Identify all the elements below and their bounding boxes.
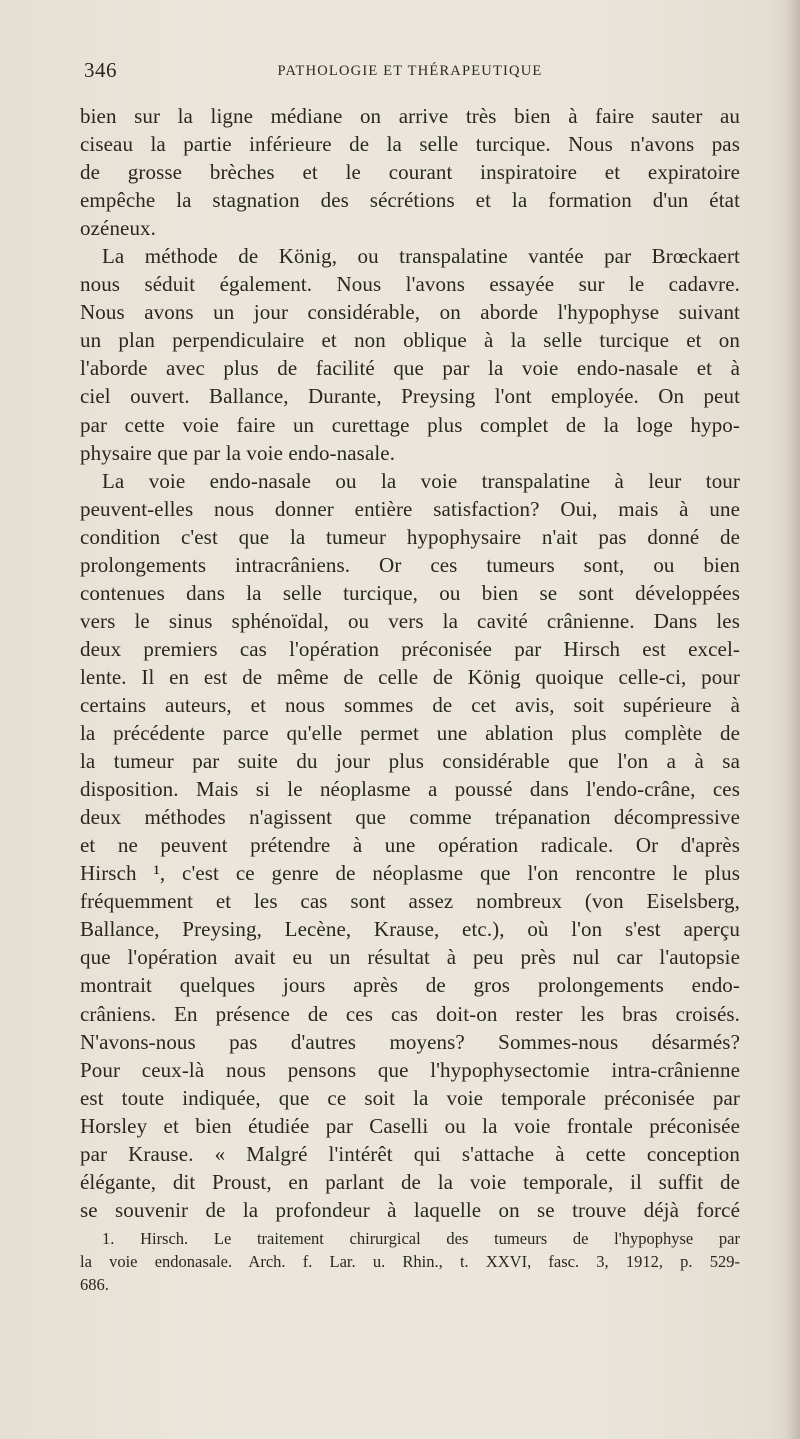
text-line: bien sur la ligne médiane on arrive très bien à faire sauter au bbox=[80, 104, 740, 128]
text-line: contenues dans la selle turcique, ou bien se sont développées bbox=[80, 580, 740, 605]
text-line: Ballance, Preysing, Lecène, Krause, etc.), où l'on s'est aperçu bbox=[80, 917, 740, 942]
text-line: et ne peuvent prétendre à une opération radicale. Or d'après bbox=[80, 833, 740, 858]
text-line: lente. Il en est de même de celle de König quoique celle-ci, pour bbox=[80, 664, 740, 689]
text-line: Nous avons un jour considérable, on aborde l'hypophyse suivant bbox=[80, 300, 740, 325]
text-line: par cette voie faire un curettage plus complet de la loge hypo- bbox=[80, 412, 740, 437]
text-line: disposition. Mais si le néoplasme a poussé dans l'endo-crâne, ces bbox=[80, 777, 740, 802]
text-line: se souvenir de la profondeur à laquelle on se trouve déjà forcé bbox=[80, 1197, 740, 1222]
footnotes bbox=[80, 1227, 740, 1296]
paragraph-start: La méthode de König, ou transpalatine vantée par Brœckaert bbox=[102, 244, 740, 269]
text-line: par Krause. « Malgré l'intérêt qui s'attache à cette conception bbox=[80, 1141, 740, 1166]
text-line: condition c'est que la tumeur hypophysaire n'ait pas donné de bbox=[80, 524, 740, 549]
text-line: prolongements intracrâniens. Or ces tumeurs sont, ou bien bbox=[80, 552, 740, 577]
text-line: élégante, dit Proust, en parlant de la voie temporale, il suffit de bbox=[80, 1169, 740, 1194]
page-number: 346 bbox=[84, 58, 117, 82]
body-text bbox=[80, 102, 740, 1224]
text-line: empêche la stagnation des sécrétions et la formation d'un état bbox=[80, 188, 740, 213]
text-line: la tumeur par suite du jour plus considérable que l'on a à sa bbox=[80, 749, 740, 774]
text-line: fréquemment et les cas sont assez nombreux (von Eiselsberg, bbox=[80, 889, 740, 914]
footnote-line: la voie endonasale. Arch. f. Lar. u. Rhin., t. XXVI, fasc. 3, 1912, p. 529- bbox=[80, 1252, 740, 1271]
text-line: deux méthodes n'agissent que comme trépanation décompressive bbox=[80, 805, 740, 830]
text-line: la précédente parce qu'elle permet une ablation plus complète de bbox=[80, 721, 740, 746]
text-line: que l'opération avait eu un résultat à peu près nul car l'autopsie bbox=[80, 945, 740, 970]
text-line: certains auteurs, et nous sommes de cet avis, soit supérieure à bbox=[80, 692, 740, 717]
text-line: peuvent-elles nous donner entière satisfaction? Oui, mais à une bbox=[80, 496, 740, 521]
text-line: Pour ceux-là nous pensons que l'hypophysectomie intra-crânienne bbox=[80, 1057, 740, 1082]
page-header bbox=[80, 58, 740, 88]
text-line: nous séduit également. Nous l'avons essayée sur le cadavre. bbox=[80, 272, 740, 297]
text-line: Hirsch ¹, c'est ce genre de néoplasme que l'on rencontre le plus bbox=[80, 861, 740, 886]
text-line: deux premiers cas l'opération préconisée par Hirsch est excel- bbox=[80, 636, 740, 661]
page-edge-shadow bbox=[786, 0, 800, 1439]
text-line: ciel ouvert. Ballance, Durante, Preysing l'ont employée. On peut bbox=[80, 384, 740, 409]
text-line: vers le sinus sphénoïdal, ou vers la cavité crânienne. Dans les bbox=[80, 608, 740, 633]
text-line: Horsley et bien étudiée par Caselli ou la voie frontale préconisée bbox=[80, 1113, 740, 1138]
footnote-line: 1. Hirsch. Le traitement chirurgical des tumeurs de l'hypophyse par bbox=[102, 1229, 740, 1248]
text-line: ozéneux. bbox=[80, 216, 157, 241]
text-line: physaire que par la voie endo-nasale. bbox=[80, 440, 396, 465]
text-line: l'aborde avec plus de facilité que par la voie endo-nasale et à bbox=[80, 356, 740, 381]
paragraph-start: La voie endo-nasale ou la voie transpalatine à leur tour bbox=[102, 468, 740, 493]
text-line: de grosse brèches et le courant inspiratoire et expiratoire bbox=[80, 160, 740, 185]
footnote-line: 686. bbox=[80, 1275, 109, 1294]
text-line: un plan perpendiculaire et non oblique à la selle turcique et on bbox=[80, 328, 740, 353]
text-line: montrait quelques jours après de gros prolongements endo- bbox=[80, 973, 740, 998]
text-line: est toute indiquée, que ce soit la voie temporale préconisée par bbox=[80, 1085, 740, 1110]
text-line: ciseau la partie inférieure de la selle turcique. Nous n'avons pas bbox=[80, 132, 740, 157]
text-line: N'avons-nous pas d'autres moyens? Sommes-nous désarmés? bbox=[80, 1029, 740, 1054]
text-line: crâniens. En présence de ces cas doit-on rester les bras croisés. bbox=[80, 1001, 740, 1026]
running-head: PATHOLOGIE ET THÉRAPEUTIQUE bbox=[277, 63, 543, 79]
